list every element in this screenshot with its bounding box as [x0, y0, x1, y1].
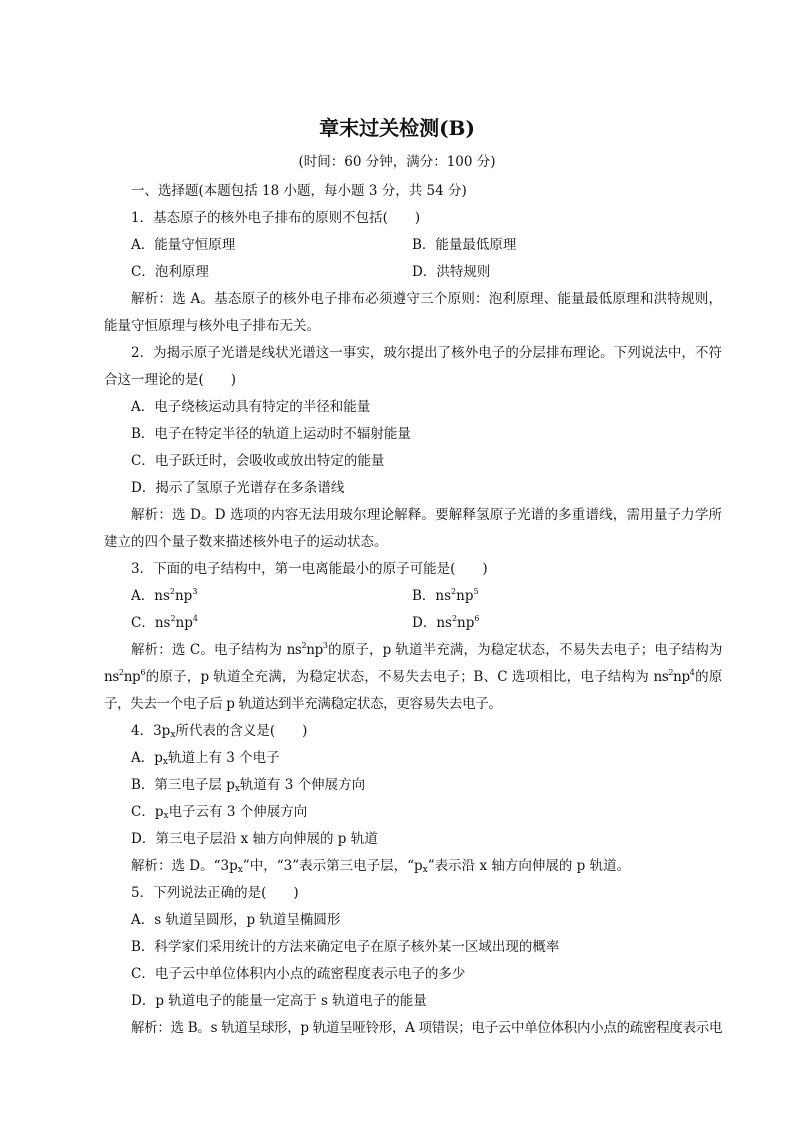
option: B．能量最低原理: [412, 237, 517, 253]
question-3-options-ab: [104, 583, 722, 610]
option: C．电子跃迁时，会吸收或放出特定的能量: [131, 453, 385, 469]
option: A．s 轨道呈圆形，p 轨道呈椭圆形: [131, 912, 341, 928]
question-3-options-cd: [104, 610, 722, 637]
question-1-options-ab: [104, 232, 722, 259]
option: A．电子绕核运动具有特定的半径和能量: [131, 399, 371, 415]
option: B．科学家们采用统计的方法来确定电子在原子核外某一区域出现的概率: [131, 939, 560, 955]
question-content: [104, 178, 722, 1042]
question-3-answer: 解析：选 C。电子结构为 $ns^2np^3$的原子，p 轨道半充满，为稳定状态，不易失去电子；电子结构为 $ns^2np^6$的原子，p 轨道全充满，为稳定状态，不易失去电子；B、C 选项相比，电子结构为 $ns^2np^4$的原子，失去一个电子后 p 轨道达到半充满稳定状态，更容易失去电子。: [104, 641, 722, 712]
option: D．p 轨道电子的能量一定高于 s 轨道电子的能量: [131, 993, 427, 1009]
option: D．$ns^2np^6$: [412, 614, 480, 631]
question-1-answer: 解析：选 A。基态原子的核外电子排布必须遵守三个原则：泡利原理、能量最低原理和洪特规则，能量守恒原理与核外电子排布无关。: [104, 291, 722, 334]
question-3-stem: 3．下面的电子结构中，第一电离能最小的原子可能是( ): [131, 561, 488, 577]
option: A．$p_x$轨道上有 3 个电子: [131, 750, 280, 767]
option: C．泡利原理: [131, 264, 209, 280]
question-2-answer: 解析：选 D。D 选项的内容无法用玻尔理论解释。要解释氢原子光谱的多重谱线，需用量子力学所建立的四个量子数来描述核外电子的运动状态。: [104, 507, 722, 550]
option: C．电子云中单位体积内小点的疏密程度表示电子的多少: [131, 966, 466, 982]
question-5-stem: 5．下列说法正确的是( ): [131, 885, 299, 901]
question-4-stem: 4．$3p_x$所代表的含义是( ): [131, 723, 308, 740]
question-1-options-cd: [104, 259, 722, 286]
option: B．第三电子层 $p_x$轨道有 3 个伸展方向: [131, 777, 366, 794]
option: B．$ns^2np^5$: [412, 587, 479, 604]
exam-info: (时间：60 分钟，满分：100 分): [298, 154, 496, 170]
question-1-stem: 1．基态原子的核外电子排布的原则不包括( ): [131, 210, 421, 226]
question-5-answer: 解析：选 B。s 轨道呈球形，p 轨道呈哑铃形，A 项错误；电子云中单位体积内小点的疏密程度表示电: [131, 1020, 723, 1036]
option: A．能量守恒原理: [131, 237, 236, 253]
option: D．揭示了氢原子光谱存在多条谱线: [131, 480, 345, 496]
option: C．$p_x$电子云有 3 个伸展方向: [131, 804, 308, 821]
option: B．电子在特定半径的轨道上运动时不辐射能量: [131, 426, 411, 442]
page-title: 章末过关检测(B): [319, 116, 475, 140]
option: D．洪特规则: [412, 264, 491, 280]
option: D．第三电子层沿 x 轴方向伸展的 p 轨道: [131, 831, 378, 847]
question-2-stem: 2．为揭示原子光谱是线状光谱这一事实，玻尔提出了核外电子的分层排布理论。下列说法中，不符合这一理论的是( ): [104, 345, 722, 388]
question-4-answer: 解析：选 D。“$3p_x$”中，“3”表示第三电子层，“$p_x$”表示沿 x 轴方向伸展的 p 轨道。: [131, 858, 631, 875]
option: A．$ns^2np^3$: [131, 587, 198, 604]
section-heading: 一、选择题(本题包括 18 小题，每小题 3 分，共 54 分): [131, 183, 467, 199]
option: C．$ns^2np^4$: [131, 614, 198, 631]
